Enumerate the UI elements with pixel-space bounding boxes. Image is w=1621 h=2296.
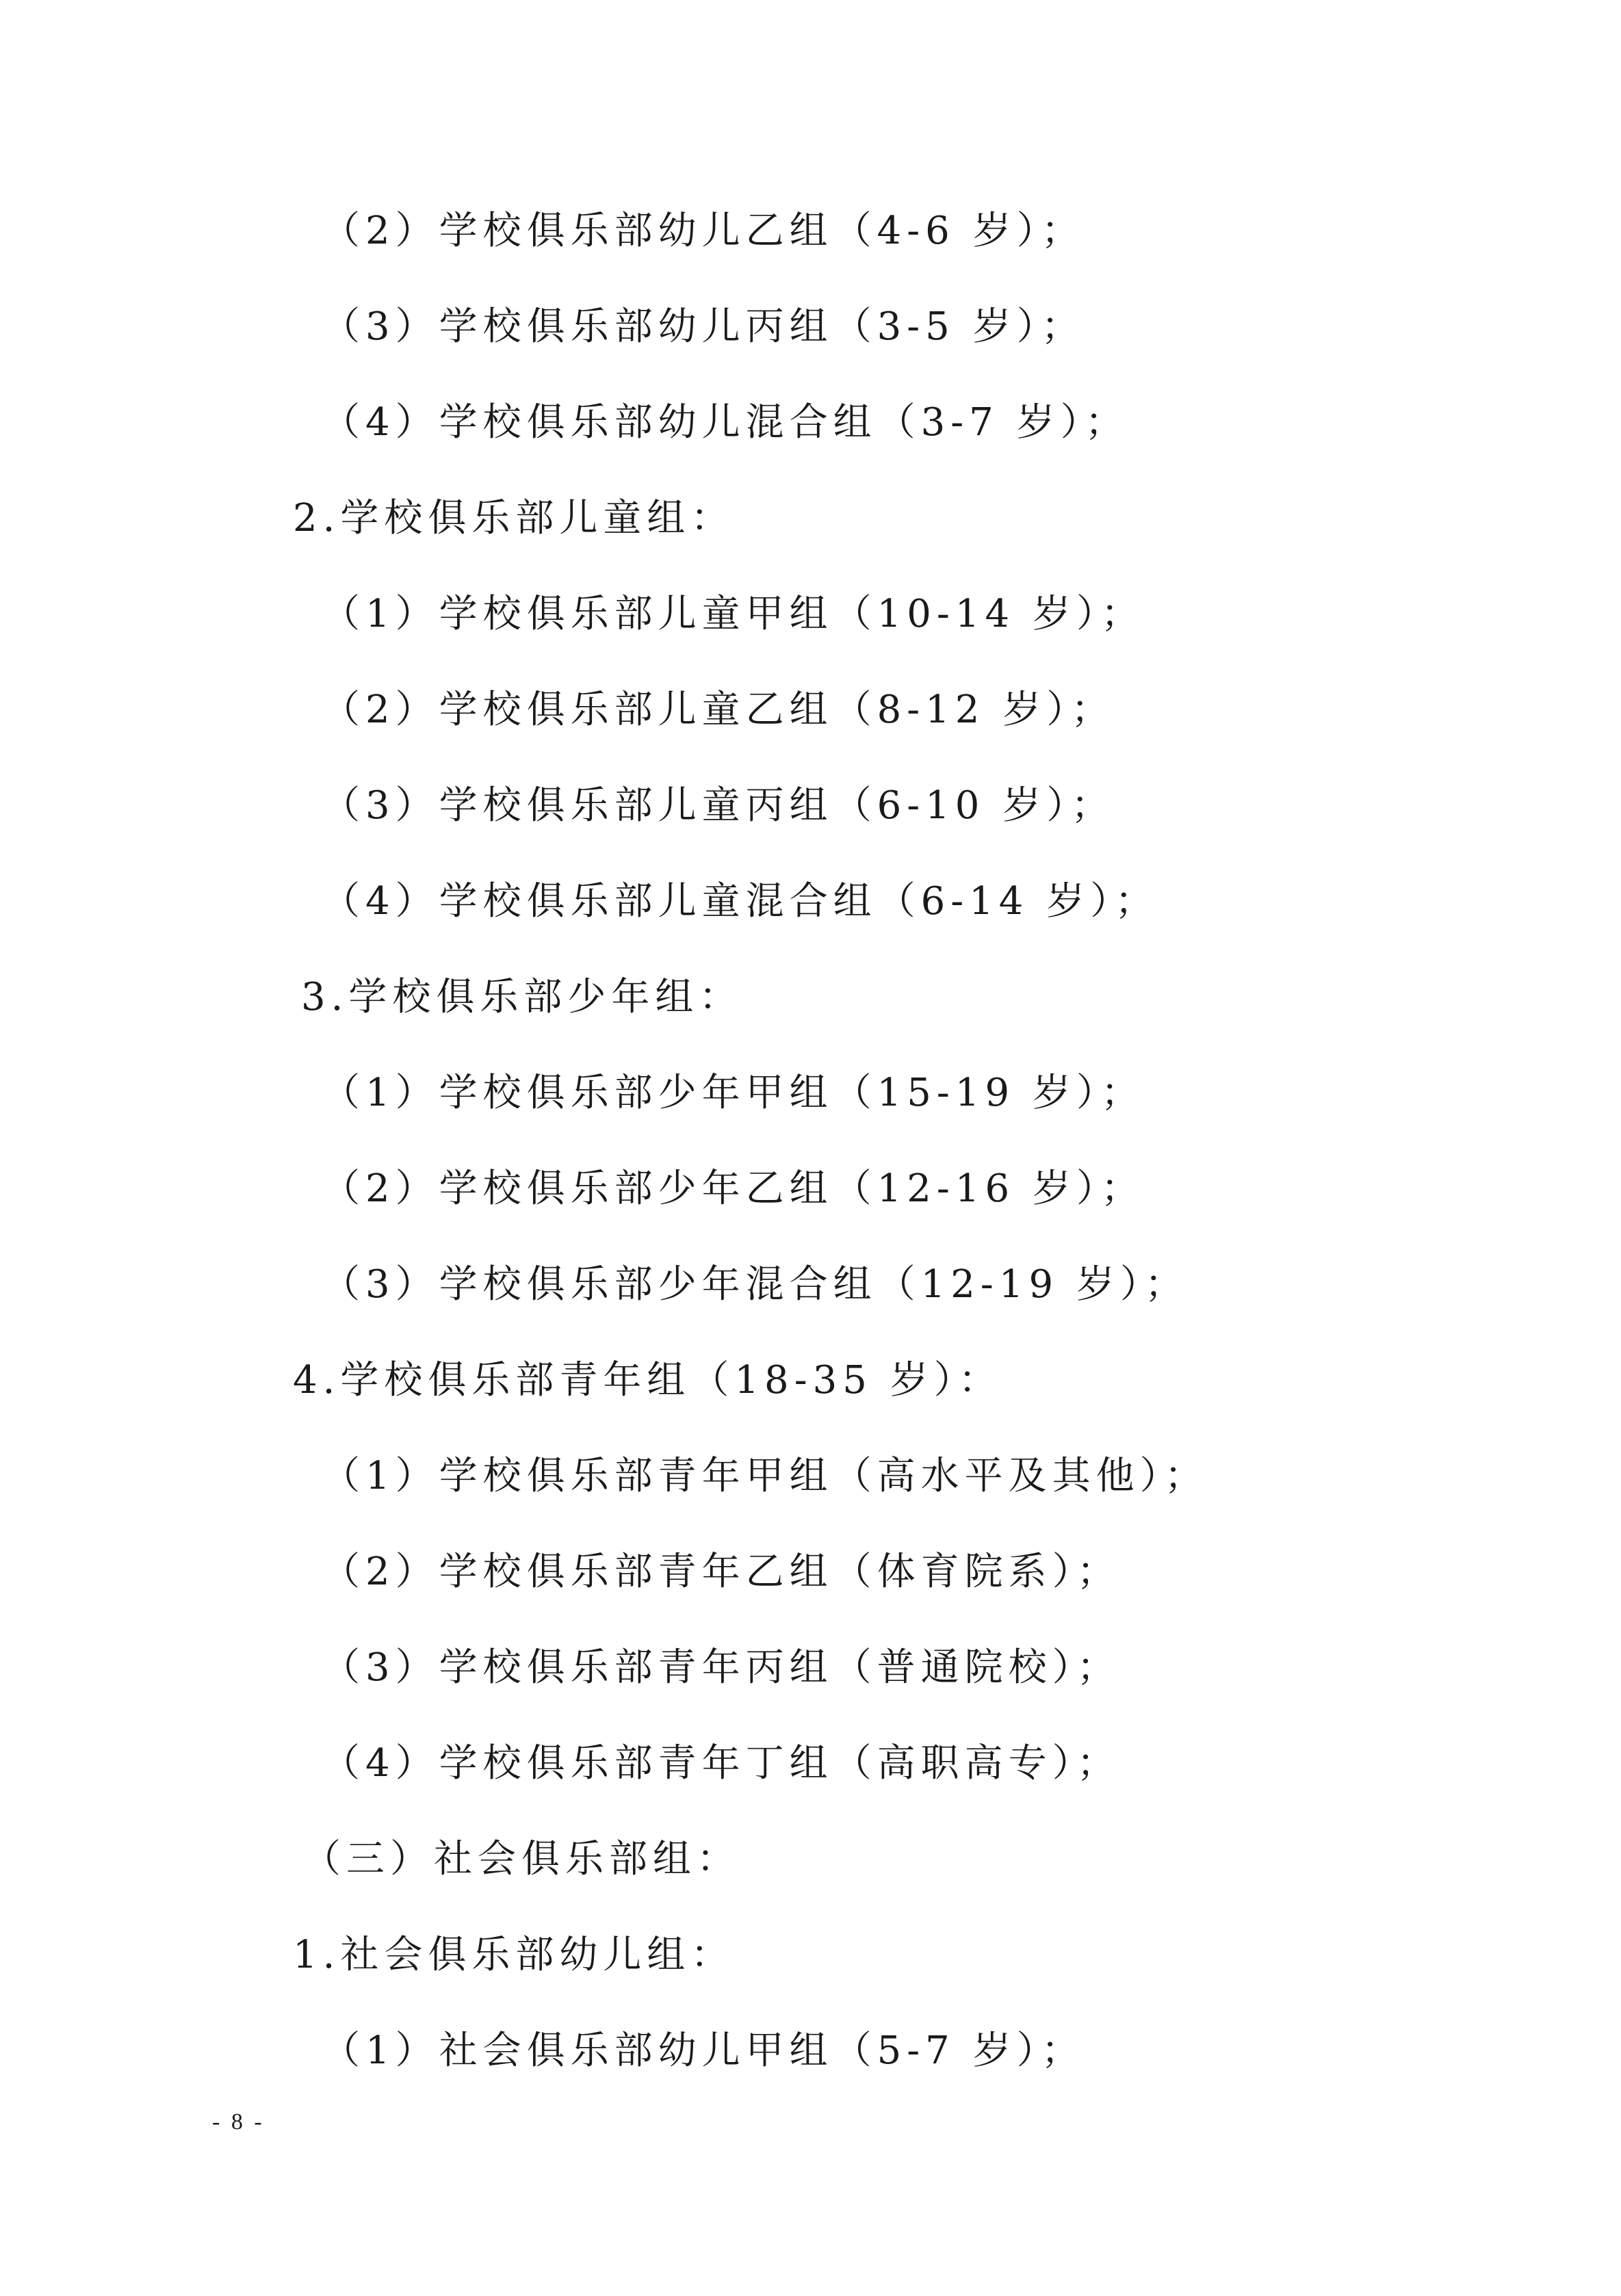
section-heading: 3.学校俱乐部少年组：	[301, 975, 743, 1019]
page-number: - 8 -	[212, 2109, 265, 2135]
list-item: （3）学校俱乐部儿童丙组（6-10 岁）；	[322, 783, 1115, 828]
list-item: （3）学校俱乐部幼儿丙组（3-5 岁）；	[322, 304, 1085, 349]
section-heading: 4.学校俱乐部青年组（18-35 岁）：	[293, 1358, 1002, 1403]
list-item: （2）学校俱乐部儿童乙组（8-12 岁）；	[322, 688, 1115, 732]
list-item: （1）学校俱乐部青年甲组（高水平及其他）；	[322, 1454, 1208, 1498]
list-item: （4）学校俱乐部青年丁组（高职高专）；	[322, 1741, 1121, 1786]
list-item: （2）学校俱乐部青年乙组（体育院系）；	[322, 1550, 1121, 1594]
list-item: （1）学校俱乐部儿童甲组（10-14 岁）；	[322, 592, 1145, 636]
list-item: （4）学校俱乐部幼儿混合组（3-7 岁）；	[322, 400, 1129, 445]
list-item: （2）学校俱乐部少年乙组（12-16 岁）；	[322, 1166, 1145, 1211]
list-item: （4）学校俱乐部儿童混合组（6-14 岁）；	[322, 879, 1159, 924]
section-heading: 1.社会俱乐部幼儿组：	[293, 1933, 735, 1977]
list-item: （1）学校俱乐部少年甲组（15-19 岁）；	[322, 1071, 1145, 1115]
list-item: （1）社会俱乐部幼儿甲组（5-7 岁）；	[322, 2028, 1085, 2073]
section-heading: 2.学校俱乐部儿童组：	[293, 496, 735, 540]
list-item: （3）学校俱乐部青年丙组（普通院校）；	[322, 1645, 1121, 1690]
section-heading: （三）社会俱乐部组：	[302, 1837, 740, 1881]
list-item: （2）学校俱乐部幼儿乙组（4-6 岁）；	[322, 209, 1085, 253]
list-item: （3）学校俱乐部少年混合组（12-19 岁）；	[322, 1262, 1189, 1307]
